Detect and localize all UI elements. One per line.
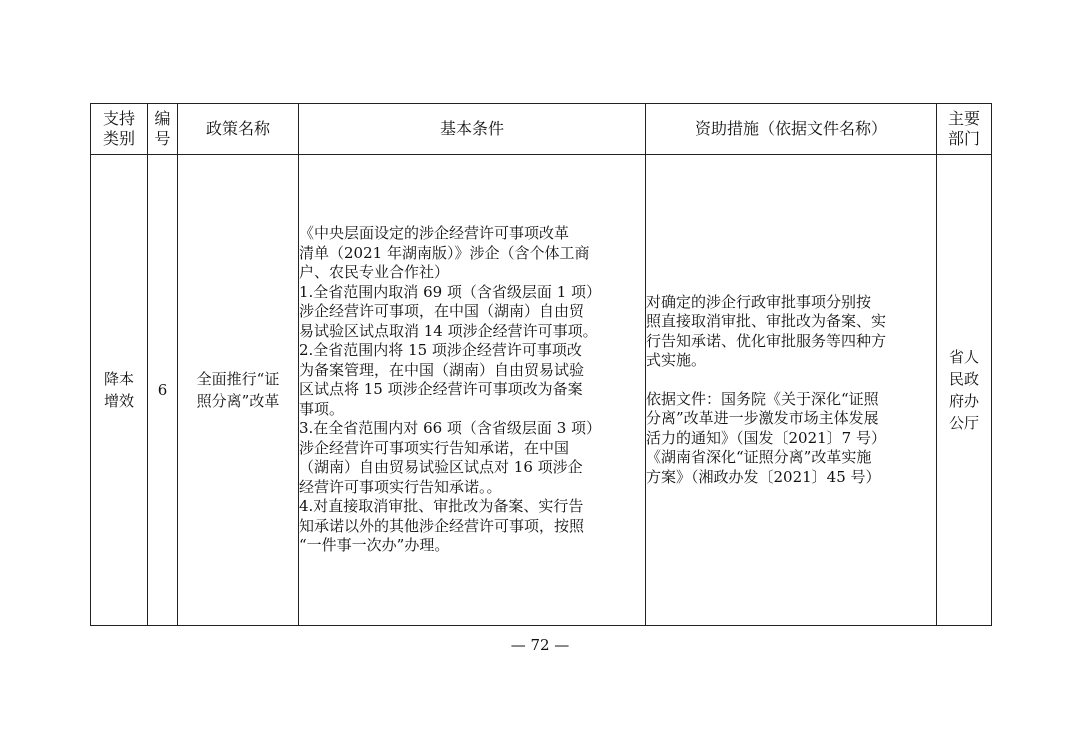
conditions-line: 涉企经营许可事项实行告知承诺，在中国 <box>299 438 570 457</box>
header-category <box>91 104 148 155</box>
basis-line: 依据文件：国务院《关于深化“证照 <box>646 389 879 408</box>
conditions-line: 经营许可事项实行告知承诺。。 <box>299 477 502 496</box>
conditions-line: 《中央层面设定的涉企经营许可事项改革 <box>299 224 570 243</box>
conditions-line: 4.对直接取消审批、审批改为备案、实行告 <box>299 497 584 516</box>
basis-line: 《湖南省深化“证照分离”改革实施 <box>646 448 872 467</box>
header-department-line: 主要 <box>947 109 980 128</box>
measures-line: 对确定的涉企行政审批事项分别按 <box>646 292 872 311</box>
department-line: 省人 <box>948 348 979 366</box>
conditions-line: 为备案管理，在中国（湖南）自由贸易试验 <box>299 360 585 379</box>
header-category-line: 支持 <box>102 109 135 128</box>
policy-table <box>90 103 992 626</box>
category-line: 增效 <box>103 392 134 410</box>
measures-line: 行告知承诺、优化审批服务等四种方 <box>646 331 887 350</box>
header-department <box>937 104 992 155</box>
header-number-line: 编 <box>154 109 171 128</box>
header-number-line: 号 <box>154 129 171 148</box>
header-category-line: 类别 <box>102 129 135 148</box>
department-line: 民政 <box>948 370 979 388</box>
measures-spacer <box>646 371 936 390</box>
basis-line: 活力的通知》（国发〔2021〕7 号） <box>646 428 886 447</box>
header-department-line: 部门 <box>947 129 980 148</box>
header-number <box>148 104 178 155</box>
conditions-line: 清单（2021 年湖南版）》涉企（含个体工商 <box>299 243 590 262</box>
measures-line: 照直接取消审批、审批改为备案、实 <box>646 312 887 331</box>
measures-line: 式实施。 <box>646 351 707 370</box>
policy-name-line: 全面推行“证 <box>196 370 280 388</box>
cell-number: 6 <box>148 155 178 626</box>
cell-department <box>937 155 992 626</box>
conditions-line: 易试验区试点取消 14 项涉企经营许可事项。 <box>299 321 598 340</box>
header-row <box>91 104 992 155</box>
basis-line: 分离”改革进一步激发市场主体发展 <box>646 409 879 428</box>
header-conditions: 基本条件 <box>299 104 646 155</box>
conditions-line: 涉企经营许可事项，在中国（湖南）自由贸 <box>299 302 585 321</box>
conditions-line: 户、农民专业合作社） <box>299 263 450 282</box>
header-policy-name: 政策名称 <box>178 104 299 155</box>
conditions-line: （湖南）自由贸易试验区试点对 16 项涉企 <box>299 458 583 477</box>
conditions-line: 事项。 <box>299 399 345 418</box>
cell-category <box>91 155 148 626</box>
basis-line: 方案》（湘政办发〔2021〕45 号） <box>646 467 881 486</box>
conditions-line: 2.全省范围内将 15 项涉企经营许可事项改 <box>299 341 582 360</box>
conditions-line: 3.在全省范围内对 66 项（含省级层面 3 项） <box>299 419 602 438</box>
header-measures: 资助措施（依据文件名称） <box>646 104 937 155</box>
department-line: 公厅 <box>948 414 979 432</box>
conditions-line: 1.全省范围内取消 69 项（含省级层面 1 项） <box>299 282 602 301</box>
page-number: — 72 — <box>510 636 570 654</box>
department-line: 府办 <box>948 392 979 410</box>
policy-name-line: 照分离”改革 <box>196 392 280 410</box>
cell-policy-name <box>178 155 299 626</box>
conditions-line: 知承诺以外的其他涉企经营许可事项，按照 <box>299 516 585 535</box>
category-line: 降本 <box>103 370 134 388</box>
conditions-line: “一件事一次办”办理。 <box>299 536 450 555</box>
table-row <box>91 155 992 626</box>
conditions-line: 区试点将 15 项涉企经营许可事项改为备案 <box>299 380 583 399</box>
cell-conditions <box>299 155 646 626</box>
cell-measures <box>646 155 937 626</box>
